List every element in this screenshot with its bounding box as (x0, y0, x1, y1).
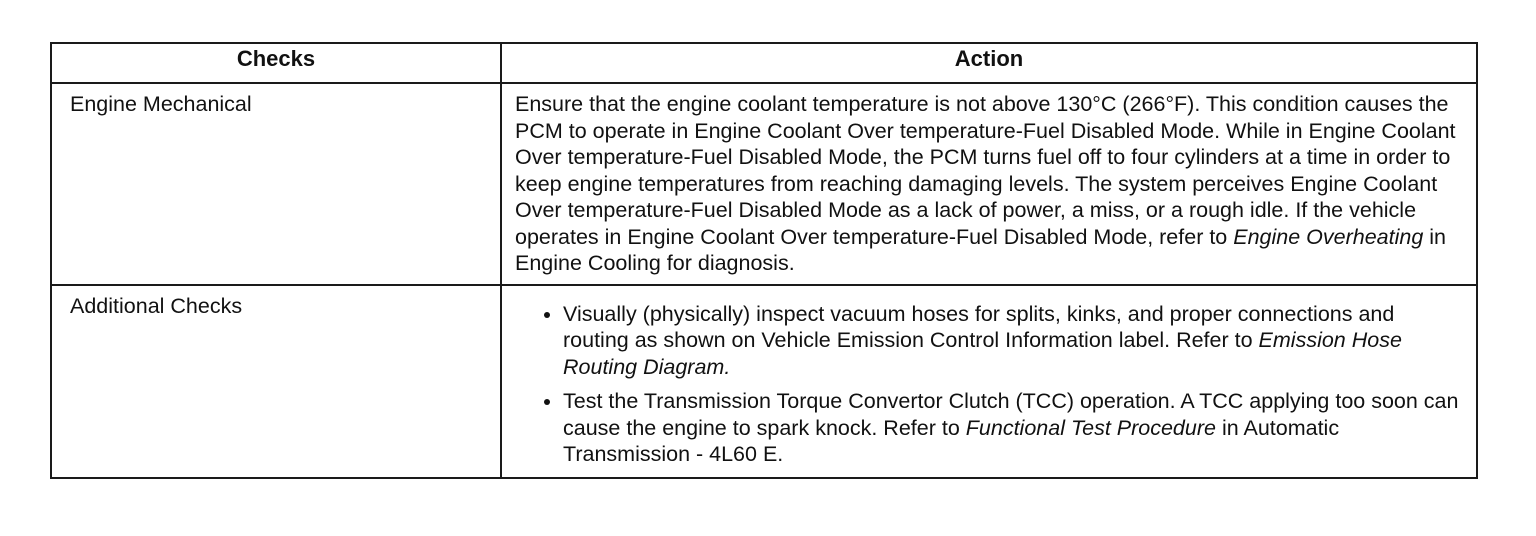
reference-link-text: Engine Overheating (1233, 224, 1424, 249)
list-item (563, 388, 1465, 468)
table-row (51, 83, 1477, 285)
diagnostic-table (50, 42, 1478, 479)
header-checks: Checks (51, 43, 501, 83)
check-additional-checks: Additional Checks (51, 285, 501, 478)
check-engine-mechanical: Engine Mechanical (51, 83, 501, 285)
header-row (51, 43, 1477, 83)
action-body: Ensure that the engine coolant temperature is not above 130°C (266°F). This condition causes the PCM to operate in Engine Coolant Over temperature-Fuel Disabled Mode. While in Engine Coolant Over temperature-Fuel Disabled Mode, the PCM turns fuel off to four cylinders at a time in order to keep engine temperatures from reaching damaging levels. The system perceives Engine Coolant Over temperature-Fuel Disabled Mode as a lack of power, a miss, or a rough idle. If the vehicle operates in Engine Coolant Over temperature-Fuel Disabled Mode, refer to (515, 92, 1456, 249)
reference-link-text: Functional Test Procedure (965, 415, 1216, 440)
bullet-text: Visually (physically) inspect vacuum hoses for splits, kinks, and proper connections and routing as shown on Vehicle Emission Control Information label. Refer to (563, 301, 1395, 352)
list-item (563, 301, 1465, 381)
action-text (503, 85, 1475, 283)
action-cell (501, 285, 1477, 478)
reference-link-text: Emission Hose Routing Diagram. (563, 328, 1402, 379)
header-action: Action (501, 43, 1477, 83)
bullet-tail: in Automatic Transmission - 4L60 E. (563, 415, 1340, 466)
action-tail: in Engine Cooling for diagnosis. (515, 224, 1447, 275)
table-row (51, 285, 1477, 478)
bullet-list (503, 287, 1475, 476)
action-cell (501, 83, 1477, 285)
bullet-text: Test the Transmission Torque Convertor Clutch (TCC) operation. A TCC applying too soon can cause the engine to spark knock. Refer to (563, 389, 1459, 440)
